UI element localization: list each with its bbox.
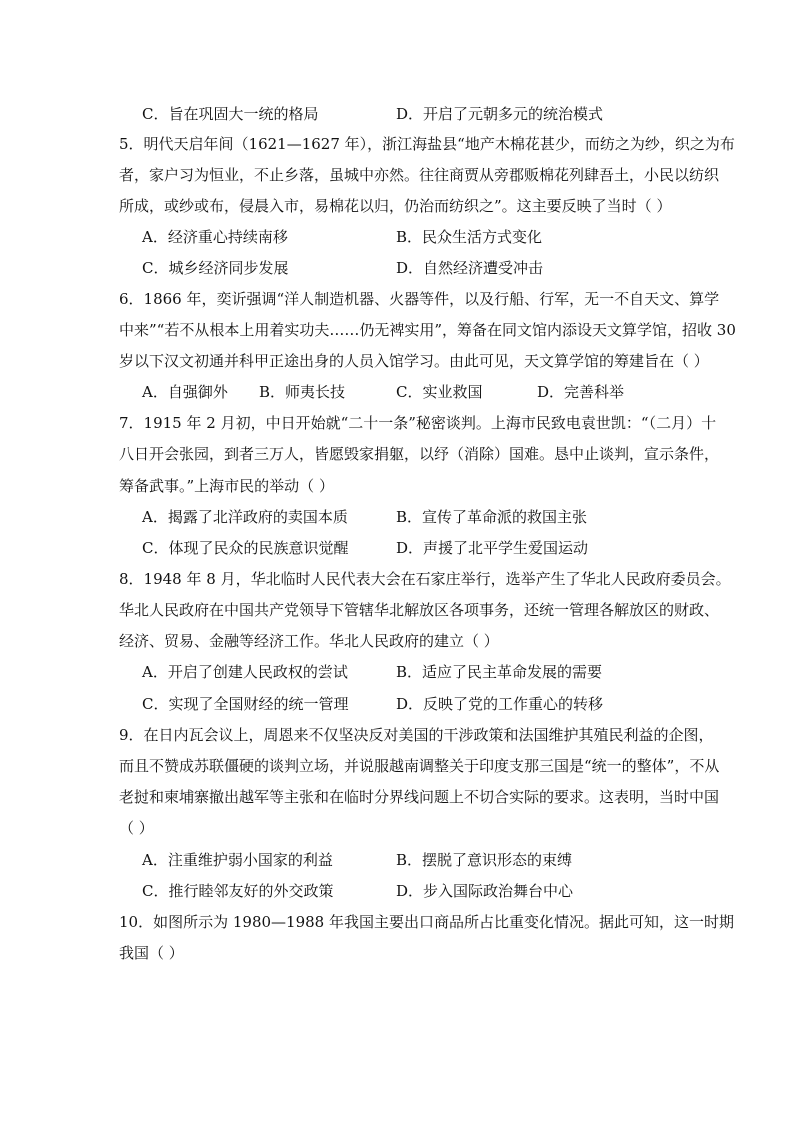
q5-stem-line-2: 者，家户习为恒业，不止乡落，虽城中亦然。往往商贾从旁郡贩棉花列肆吾土，小民以纺织: [119, 166, 720, 184]
q8-option-d: D．反映了党的工作重心的转移: [396, 695, 604, 713]
q9-stem-line-2: 而且不赞成苏联僵硬的谈判立场，并说服越南调整关于印度支那三国是“统一的整体”，不从: [119, 757, 720, 775]
q6-option-c: C．实业救国: [396, 383, 483, 401]
q7-stem-line-1: 7．1915 年 2 月初，中日开始就“二十一条”秘密谈判。上海市民致电袁世凯：“（二月）十: [119, 414, 717, 432]
q5-stem-line-1: 5．明代天启年间（1621—1627 年），浙江海盐县“地产木棉花甚少，而纺之为纱，织之为布: [119, 135, 735, 153]
q8-option-b: B．适应了民主革命发展的需要: [396, 663, 603, 681]
q9-stem-line-3: 老挝和柬埔寨撤出越军等主张和在临时分界线问题上不切合实际的要求。这表明，当时中国: [119, 788, 720, 806]
q8-option-a: A．开启了创建人民政权的尝试: [142, 663, 348, 681]
q9-option-c: C．推行睦邻友好的外交政策: [142, 882, 334, 900]
q9-option-a: A．注重维护弱小国家的利益: [142, 851, 333, 869]
q8-option-c: C．实现了全国财经的统一管理: [142, 695, 349, 713]
q5-option-c: C．城乡经济同步发展: [142, 259, 289, 277]
q9-option-d: D．步入国际政治舞台中心: [396, 882, 574, 900]
q9-stem-line-1: 9．在日内瓦会议上，周恩来不仅坚决反对美国的干涉政策和法国维护其殖民利益的企图，: [119, 726, 714, 744]
q10-stem-line-1: 10．如图所示为 1980—1988 年我国主要出口商品所占比重变化情况。据此可知，这一时期: [119, 913, 734, 931]
q9-stem-line-4: （ ）: [119, 819, 154, 837]
q4-option-d: D．开启了元朝多元的统治模式: [396, 105, 604, 123]
q8-stem-line-1: 8．1948 年 8 月，华北临时人民代表大会在石家庄举行，选举产生了华北人民政府委员会。: [119, 570, 731, 588]
q8-stem-line-2: 华北人民政府在中国共产党领导下管辖华北解放区各项事务，还统一管理各解放区的财政、: [119, 601, 720, 619]
q10-stem-line-2: 我国（ ）: [119, 944, 184, 962]
q6-option-a: A．自强御外: [142, 383, 228, 401]
q5-stem-line-3: 所成，或纱或布，侵晨入市，易棉花以归，仍治而纺织之”。这主要反映了当时（ ）: [119, 197, 672, 215]
q5-option-b: B．民众生活方式变化: [396, 228, 543, 246]
q8-stem-line-3: 经济、贸易、金融等经济工作。华北人民政府的建立（ ）: [119, 632, 499, 650]
q7-option-d: D．声援了北平学生爱国运动: [396, 539, 589, 557]
q5-option-a: A．经济重心持续南移: [142, 228, 288, 246]
q7-stem-line-2: 八日开会张园，到者三万人，皆愿毁家捐躯，以纾（消除）国难。恳中止谈判，宣示条件，: [119, 445, 720, 463]
q4-option-c: C．旨在巩固大一统的格局: [142, 105, 319, 123]
q7-stem-line-3: 筹备武事。”上海市民的举动（ ）: [119, 477, 334, 495]
q7-option-a: A．揭露了北洋政府的卖国本质: [142, 508, 348, 526]
q7-option-b: B．宣传了革命派的救国主张: [396, 508, 588, 526]
q9-option-b: B．摆脱了意识形态的束缚: [396, 851, 573, 869]
q6-option-b: B．师夷长技: [259, 383, 346, 401]
q7-option-c: C．体现了民众的民族意识觉醒: [142, 539, 349, 557]
q6-stem-line-1: 6．1866 年，奕䜣强调“洋人制造机器、火器等件，以及行船、行军，无一不自天文、算学: [119, 290, 720, 308]
q6-stem-line-2: 中来”“若不从根本上用着实功夫……仍无裨实用”，筹备在同文馆内添设天文算学馆，招收 30: [119, 321, 736, 339]
q5-option-d: D．自然经济遭受冲击: [396, 259, 544, 277]
q6-stem-line-3: 岁以下汉文初通并科甲正途出身的人员入馆学习。由此可见，天文算学馆的筹建旨在（ ）: [119, 352, 709, 370]
q6-option-d: D．完善科举: [537, 383, 625, 401]
